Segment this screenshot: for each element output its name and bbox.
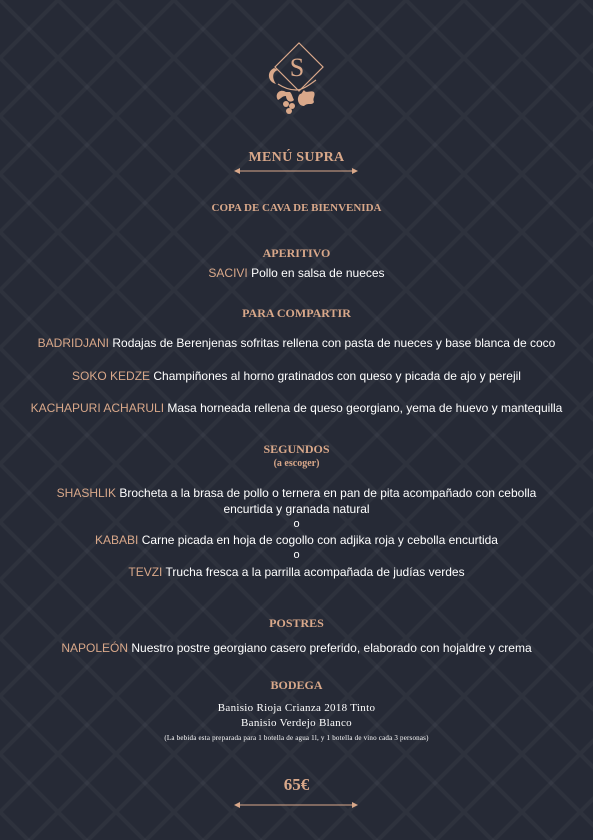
- dish-description: Trucha fresca a la parrilla acompañada de judías verdes: [165, 565, 465, 579]
- dish-kachapuri: [0, 401, 593, 416]
- dish-name: SACIVI: [208, 266, 248, 280]
- dish-shashlik-cont: encurtida y granada natural: [223, 502, 370, 516]
- option-separator: o: [293, 549, 300, 561]
- dish-badridjani: [0, 336, 593, 351]
- wine-item: Banisio Rioja Crianza 2018 Tinto: [217, 702, 376, 714]
- bodega-heading: BODEGA: [270, 678, 323, 692]
- dish-description: Brocheta a la brasa de pollo o ternera en pan de pita acompañado con cebolla: [119, 486, 537, 500]
- dish-description: Masa horneada rellena de queso georgiano, yema de huevo y mantequilla: [167, 401, 563, 415]
- dish-napoleon: [0, 641, 593, 656]
- logo-letter: S: [289, 53, 305, 82]
- dish-soko-kedze: [0, 369, 593, 384]
- dish-kababi: [0, 533, 593, 548]
- welcome-heading: COPA DE CAVA DE BIENVENIDA: [211, 202, 382, 214]
- wine-item: Banisio Verdejo Blanco: [241, 717, 352, 729]
- dish-shashlik: [0, 486, 593, 501]
- dish-description: Carne picada en hoja de cogollo con adjika roja y cebolla encurtida: [141, 533, 498, 547]
- dish-name: BADRIDJANI: [37, 336, 110, 350]
- dish-name: TEVZI: [128, 565, 163, 579]
- postres-heading: POSTRES: [269, 616, 324, 630]
- dish-name: KACHAPURI ACHARULI: [30, 401, 165, 415]
- dish-description: Nuestro postre georgiano casero preferido, elaborado con hojaldre y crema: [131, 641, 532, 655]
- option-separator: o: [293, 518, 300, 530]
- aperitivo-heading: APERITIVO: [262, 246, 331, 260]
- drinks-note: (La bebida esta preparada para 1 botella de agua 1l, y 1 botella de vino cada 3 personas): [164, 734, 429, 742]
- dish-tevzi: [0, 565, 593, 580]
- dish-name: SOKO KEDZE: [72, 369, 151, 383]
- segundos-subheading: (a escoger): [273, 458, 320, 469]
- title-divider-icon: [234, 166, 358, 176]
- dish-name: SHASHLIK: [56, 486, 117, 500]
- compartir-heading: PARA COMPARTIR: [242, 306, 351, 320]
- dish-description: Rodajas de Berenjenas sofritas rellena con pasta de nueces y base blanca de coco: [112, 336, 556, 350]
- segundos-heading: SEGUNDOS: [263, 442, 330, 456]
- menu-price: 65€: [283, 775, 310, 794]
- price-divider-icon: [234, 800, 358, 810]
- dish-description: Champiñones al horno gratinados con queso y picada de ajo y perejil: [153, 369, 521, 383]
- dish-name: NAPOLEÓN: [61, 641, 129, 655]
- menu-title: MENÚ SUPRA: [248, 150, 345, 165]
- dish-sacivi: [0, 266, 593, 281]
- restaurant-logo-icon: [256, 40, 338, 122]
- dish-name: KABABI: [95, 533, 139, 547]
- dish-description: Pollo en salsa de nueces: [251, 266, 385, 280]
